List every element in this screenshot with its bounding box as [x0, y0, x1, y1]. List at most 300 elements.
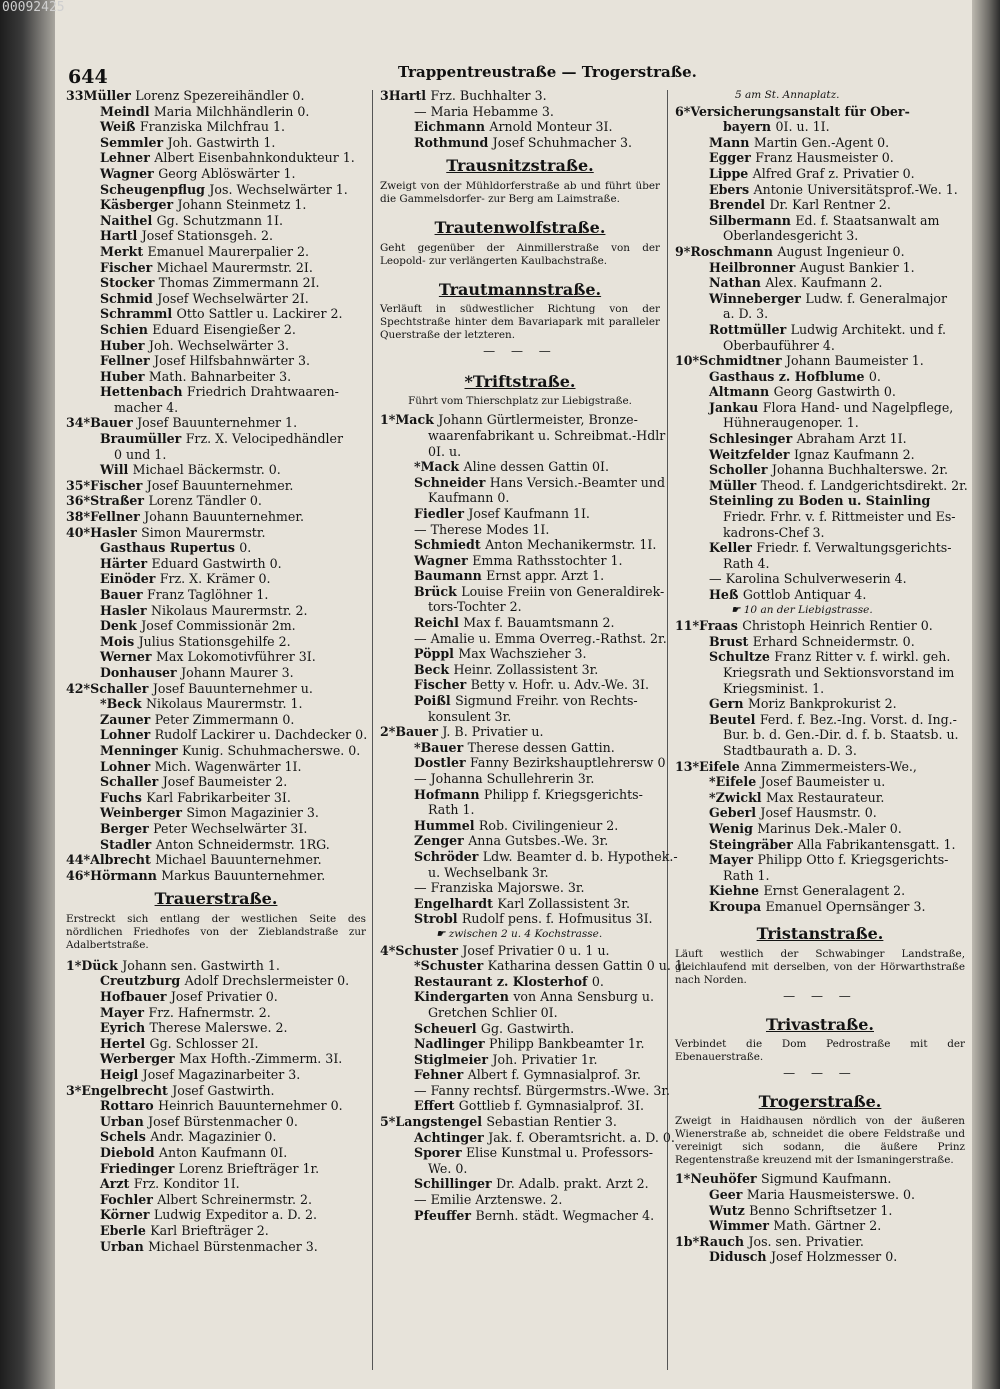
directory-entry: [675, 649, 965, 665]
directory-entry: [675, 759, 965, 775]
entry-name: Pfeuffer: [414, 1207, 476, 1223]
entry-info: 0.: [591, 973, 604, 989]
directory-entry: [66, 1239, 366, 1255]
entry-info: Frz. Konditor 1I.: [133, 1176, 240, 1192]
entry-info: Emanuel Maurerpalier 2.: [147, 243, 309, 259]
entry-info: 0I. u. 1I.: [775, 119, 830, 135]
entry-name: Hasler: [90, 524, 142, 540]
entry-info: Michael Bauunternehmer.: [155, 852, 322, 868]
entry-name: Jankau: [709, 399, 763, 415]
entry-name: Schmid: [100, 290, 158, 306]
entry-info: Lorenz Tändler 0.: [148, 493, 262, 509]
directory-entry: [675, 852, 965, 868]
entry-info: Gottlieb f. Gymnasialprof. 3I.: [458, 1098, 644, 1114]
house-number: 35*: [66, 477, 91, 493]
entry-info: Flora Hand- und Nagelpflege,: [762, 399, 954, 415]
entry-marker: *: [100, 696, 107, 712]
house-number: 34*: [66, 415, 91, 431]
entry-info: J. B. Privatier u.: [442, 724, 544, 740]
entry-info: Kunig. Schuhmacherswe. 0.: [182, 742, 361, 758]
entry-info: Anton Kaufmann 0I.: [158, 1145, 288, 1160]
entry-name: Arzt: [100, 1176, 134, 1192]
entry-name: Mack: [395, 412, 439, 428]
entry-continuation: Bur. b. d. Gen.-Dir. d. f. b. Staatsb. u.: [723, 727, 959, 743]
entry-name: Stadler: [100, 836, 156, 852]
directory-entry: [675, 587, 965, 603]
house-number: 40*: [66, 524, 91, 540]
entry-name: Käsberger: [100, 197, 178, 213]
directory-entry: [380, 989, 660, 1005]
entry-name: Semmler: [100, 134, 168, 150]
entry-info: Johann sen. Gastwirth 1.: [122, 957, 280, 973]
house-number: 10*: [675, 353, 700, 369]
directory-entry: [66, 1161, 366, 1177]
entry-name: Steinling zu Boden u. Stainling: [709, 493, 931, 509]
directory-entry: [675, 1234, 965, 1250]
entry-name: Engelbrecht: [81, 1082, 173, 1098]
scan-id: 00092425: [2, 0, 65, 15]
directory-entry: [675, 1187, 965, 1203]
entry-name: Dostler: [414, 755, 471, 771]
directory-entry: [66, 525, 366, 541]
directory-entry: [66, 119, 366, 135]
entry-name: Werner: [100, 649, 156, 665]
directory-entry: [380, 646, 660, 662]
entry-continuation: Oberbauführer 4.: [723, 337, 835, 353]
directory-entry: [66, 790, 366, 806]
directory-entry: [66, 1176, 366, 1192]
entry-name: Härter: [100, 555, 152, 571]
entry-info: Frz. X. Velocipedhändler: [185, 431, 344, 447]
separator: — — —: [483, 344, 557, 359]
entry-info: Josef Privatier 0 u. 1 u.: [462, 942, 610, 958]
entry-marker: *: [709, 789, 716, 805]
entry-name: Schien: [100, 321, 153, 337]
entry-info: Ferd. f. Bez.-Ing. Vorst. d. Ing.-: [759, 711, 957, 727]
entry-info: Alla Fabrikantensgatt. 1.: [797, 836, 956, 852]
entry-name: Fischer: [90, 477, 147, 493]
directory-entry: [675, 1203, 965, 1219]
entry-info: Markus Bauunternehmer.: [161, 867, 326, 883]
street-heading: Trausnitzstraße.: [446, 156, 594, 176]
entry-info: Marinus Dek.-Maler 0.: [757, 820, 902, 836]
entry-name: Weinberger: [100, 805, 187, 821]
directory-entry: [675, 805, 965, 821]
entry-continuation: tors-Tochter 2.: [428, 599, 522, 615]
entry-info: Josef Wechselwärter 2I.: [157, 290, 309, 306]
entry-name: Lohner: [100, 727, 155, 743]
entry-name: Gasthaus z. Hofblume: [709, 368, 869, 384]
entry-info: von Anna Sensburg u.: [513, 989, 654, 1005]
directory-entry: [380, 1021, 660, 1037]
entry-name: Neuhöfer: [690, 1171, 762, 1187]
directory-entry: [675, 774, 965, 790]
directory-entry: [66, 369, 366, 385]
directory-entry: [380, 1208, 660, 1224]
directory-entry: [66, 182, 366, 198]
entry-name: Zwickl: [715, 789, 766, 805]
directory-entry: [66, 743, 366, 759]
entry-info: Franz Hausmeister 0.: [755, 150, 894, 166]
directory-entry: [675, 899, 965, 915]
entry-name: Fraas: [699, 618, 743, 634]
entry-info: Peter Wechselwärter 3I.: [153, 820, 308, 836]
entry-continuation: Kriegsrath und Sektionsvorstand im: [723, 664, 955, 680]
entry-name: Fiedler: [414, 505, 469, 521]
directory-entry: [675, 213, 965, 229]
directory-entry: [66, 973, 366, 989]
house-number: 42*: [66, 680, 91, 696]
entry-continuation: waarenfabrikant u. Schreibmat.-Hdlr: [428, 427, 666, 443]
directory-entry: [380, 974, 660, 990]
entry-info: Josef Baumeister 2.: [162, 774, 288, 790]
entry-name: Meindl: [100, 103, 154, 119]
directory-entry: [380, 724, 660, 740]
entry-info: Philipp Bankbeamter 1r.: [489, 1036, 645, 1052]
house-number: 44*: [66, 852, 91, 868]
directory-entry: — Karolina Schulverweserin 4.: [709, 571, 907, 587]
entry-name: Berger: [100, 820, 154, 836]
directory-entry: [380, 848, 678, 865]
entry-info: Betty v. Hofr. u. Adv.-We. 3I.: [470, 677, 649, 693]
entry-info: Josef Bauunternehmer.: [146, 477, 294, 493]
house-number: 3: [380, 88, 389, 103]
entry-name: Schillinger: [414, 1176, 497, 1192]
entry-name: Denk: [100, 618, 142, 634]
house-number: 1*: [66, 957, 82, 973]
directory-entry: [675, 431, 965, 447]
entry-info: Abraham Arzt 1I.: [796, 431, 907, 447]
entry-info: Peter Zimmermann 0.: [154, 711, 295, 727]
entry-continuation: Stadtbaurath a. D. 3.: [723, 742, 857, 758]
entry-name: Schaller: [90, 680, 153, 696]
entry-name: Fehner: [414, 1067, 468, 1083]
entry-name: Bauer: [395, 724, 443, 740]
entry-name: Eichmann: [414, 119, 490, 135]
directory-entry: — Fanny rechtsf. Bürgermstrs.-Wwe. 3r.: [414, 1082, 670, 1098]
directory-entry: [380, 1067, 660, 1083]
entry-info: August Bankier 1.: [799, 259, 915, 275]
entry-info: Lorenz Briefträger 1r.: [178, 1160, 320, 1176]
directory-entry: [66, 338, 366, 354]
directory-entry: [66, 989, 366, 1005]
entry-name: Brück: [414, 583, 462, 599]
location-note: 5 am St. Annaplatz.: [735, 89, 840, 101]
entry-info: Alfred Graf z. Privatier 0.: [752, 165, 915, 181]
entry-name: Winneberger: [709, 290, 806, 306]
entry-info: Gottlob Antiquar 4.: [742, 587, 867, 602]
trift-entries-cont: [675, 103, 968, 915]
directory-entry: [675, 384, 965, 400]
street-heading: Trivastraße.: [765, 1014, 874, 1034]
directory-entry: [66, 431, 366, 447]
directory-entry: [380, 1036, 660, 1052]
entry-info: Otto Sattler u. Lackirer 2.: [176, 306, 343, 322]
entry-info: Thomas Zimmermann 2I.: [158, 275, 320, 291]
entry-continuation: kadrons-Chef 3.: [723, 524, 825, 540]
separator: — — —: [783, 1066, 857, 1081]
directory-entry: [66, 353, 366, 369]
entry-name: Eyrich: [100, 1020, 150, 1036]
directory-entry: [675, 712, 965, 728]
entry-info: Sigmund Freihr. von Rechts-: [455, 693, 638, 709]
house-number: 9*: [675, 243, 691, 259]
entry-info: Josef Magazinarbeiter 3.: [142, 1067, 301, 1083]
entry-name: Heigl: [100, 1067, 143, 1083]
entry-name: Einöder: [100, 571, 160, 587]
entry-name: Stocker: [100, 275, 159, 291]
entry-name: Fellner: [90, 509, 145, 525]
entry-continuation: Friedr. Frhr. v. f. Rittmeister und Es-: [723, 509, 956, 525]
entry-info: Johann Maurer 3.: [181, 664, 294, 680]
directory-entry: [66, 587, 366, 603]
entry-name: Rottaro: [100, 1098, 159, 1114]
entry-name: Naithel: [100, 212, 157, 228]
house-number: 5*: [380, 1114, 396, 1130]
entry-info: Friedrich Drahtwaaren-: [186, 384, 339, 400]
entry-info: Christoph Heinrich Rentier 0.: [742, 618, 933, 634]
trappentreu-entries: [66, 88, 366, 883]
directory-entry: [66, 260, 366, 276]
entry-name: Schuster: [420, 958, 488, 974]
entry-info: Anna Gutsbes.-We. 3r.: [468, 833, 609, 849]
entry-name: Steingräber: [709, 836, 798, 852]
entry-name: Hörmann: [90, 867, 162, 883]
entry-info: Rudolf Lackirer u. Dachdecker 0.: [154, 727, 368, 743]
entry-info: Frz. X. Krämer 0.: [159, 571, 271, 587]
directory-entry: [66, 696, 366, 712]
entry-continuation: Kriegsminist. 1.: [723, 680, 825, 696]
directory-entry: [675, 400, 965, 416]
entry-name: Beutel: [709, 711, 760, 727]
directory-entry: [675, 291, 965, 307]
entry-info: Max Hofth.-Zimmerm. 3I.: [179, 1051, 343, 1067]
entry-info: Max Lokomotivführer 3I.: [155, 649, 316, 665]
entry-name: Menninger: [100, 742, 183, 758]
street-heading: Trautenwolfstraße.: [434, 217, 606, 237]
entry-info: Albert Schreinermstr. 2.: [157, 1191, 313, 1207]
entry-info: Ludwig Expeditor a. D. 2.: [153, 1207, 318, 1223]
entry-name: Eifele: [715, 774, 761, 790]
directory-entry: [66, 1145, 366, 1161]
entry-info: Eduard Eisengießer 2.: [152, 321, 296, 337]
directory-entry: [380, 1114, 660, 1130]
entry-info: Philipp Otto f. Kriegsgerichts-: [757, 852, 949, 868]
entry-name: Lippe: [709, 165, 753, 181]
directory-entry: [66, 166, 366, 182]
entry-info: Josef Hausmstr. 0.: [760, 805, 877, 821]
directory-entry: [66, 1223, 366, 1239]
column-rule: [372, 90, 373, 1370]
entry-name: Restaurant z. Klosterhof: [414, 973, 592, 989]
directory-entry: [66, 603, 366, 619]
entry-info: Bernh. städt. Wegmacher 4.: [475, 1207, 655, 1223]
entry-info: Johanna Buchhalterswe. 2r.: [771, 462, 948, 478]
entry-name: Fellner: [100, 353, 155, 369]
directory-entry: [66, 291, 366, 307]
entry-info: Erhard Schneidermstr. 0.: [752, 633, 915, 649]
house-number: 36*: [66, 493, 91, 509]
entry-name: Achtinger: [414, 1129, 489, 1145]
house-number: 1*: [380, 412, 396, 428]
entry-name: Stiglmeier: [414, 1051, 493, 1067]
entry-info: Anton Mechanikermstr. 1I.: [485, 537, 657, 553]
entry-name: Roschmann: [690, 243, 778, 259]
entry-info: Frz. Buchhalter 3.: [430, 88, 547, 103]
directory-entry: [66, 665, 366, 681]
entry-name: Mayer: [100, 1004, 149, 1020]
entry-name: Hartl: [100, 228, 142, 244]
entry-marker: *: [709, 774, 716, 790]
entry-name: Dück: [81, 957, 123, 973]
entry-info: Math. Bahnarbeiter 3.: [148, 368, 292, 384]
directory-entry: [380, 615, 660, 631]
running-head: Trappentreustraße — Trogerstraße.: [398, 63, 697, 81]
separator: — — —: [783, 989, 857, 1004]
directory-entry: [66, 805, 366, 821]
directory-entry: — Franziska Majorswe. 3r.: [414, 880, 585, 896]
street-description: Führt vom Thierschplatz zur Liebigstraße.: [408, 395, 632, 408]
street-description: Verläuft in südwestlicher Richtung von der Spechtstraße hinter dem Bavariapark mit paralleler Querstraße der letzteren.: [380, 303, 660, 342]
directory-entry: [675, 135, 965, 151]
entry-continuation: Hühneraugenoper. 1.: [723, 415, 859, 431]
entry-info: Maria Milchhändlerin 0.: [153, 103, 310, 119]
directory-entry: [675, 197, 965, 213]
entry-info: Eduard Gastwirth 0.: [151, 555, 282, 571]
directory-entry: [66, 1083, 366, 1099]
directory-entry: [380, 506, 660, 522]
entry-name: Urban: [100, 1238, 149, 1254]
entry-name: Nadlinger: [414, 1036, 490, 1052]
entry-name: Rottmüller: [709, 321, 791, 337]
entry-name: Scheugenpflug: [100, 181, 210, 197]
entry-info: Heinr. Zollassistent 3r.: [453, 661, 599, 677]
entry-info: Hans Versich.-Beamter und: [489, 474, 666, 490]
entry-info: Theod. f. Landgerichtsdirekt. 2r.: [760, 477, 968, 493]
directory-entry: [66, 244, 366, 260]
directory-entry: [66, 275, 366, 291]
entry-name: Schlesinger: [709, 431, 797, 447]
entry-info: Anna Zimmermeisters-We.,: [744, 758, 917, 774]
directory-entry: [380, 787, 660, 803]
entry-info: Gg. Gastwirth.: [480, 1020, 575, 1036]
directory-entry: [66, 150, 366, 166]
entry-info: Ernst appr. Arzt 1.: [486, 568, 605, 584]
directory-entry: [66, 104, 366, 120]
entry-info: Josef Commissionär 2m.: [141, 618, 296, 634]
entry-info: Frz. Hafnermstr. 2.: [148, 1004, 271, 1020]
column-rule: [667, 90, 668, 1370]
directory-entry: [380, 583, 665, 600]
directory-entry: [66, 759, 366, 775]
entry-marker: *: [414, 459, 421, 475]
entry-name: Kroupa: [709, 898, 766, 914]
entry-info: Johann Baumeister 1.: [785, 353, 924, 369]
entry-name: Eberle: [100, 1222, 151, 1238]
entry-continuation: macher 4.: [114, 399, 179, 415]
entry-info: Ldw. Beamter d. b. Hypothek.-: [482, 848, 678, 864]
entry-name: Bauer: [90, 415, 138, 431]
street-heading: Trogerstraße.: [758, 1091, 882, 1111]
directory-entry: [380, 88, 660, 104]
trift-entries: [380, 412, 687, 1223]
directory-entry: [66, 135, 366, 151]
entry-name: Nathan: [709, 275, 766, 291]
entry-name: Didusch: [709, 1249, 771, 1265]
directory-entry: [675, 790, 965, 806]
entry-info: Michael Maurermstr. 2I.: [156, 259, 313, 275]
entry-name: Müller: [83, 88, 136, 103]
directory-entry: [380, 553, 660, 569]
directory-entry: [66, 228, 366, 244]
house-number: 13*: [675, 758, 700, 774]
entry-info: Benno Schriftsetzer 1.: [749, 1202, 893, 1218]
directory-entry: [675, 150, 965, 166]
entry-name: Körner: [100, 1207, 154, 1223]
directory-entry: [675, 447, 965, 463]
entry-info: Max Wachszieher 3.: [458, 646, 587, 662]
entry-name: Versicherungsanstalt für Ober-: [690, 103, 910, 119]
entry-name: Kiehne: [709, 883, 764, 899]
entry-name: Langstengel: [395, 1114, 487, 1130]
page-number: 644: [68, 66, 108, 88]
street-heading: *Triftstraße.: [464, 371, 576, 391]
directory-entry: [380, 911, 660, 927]
directory-entry: [380, 1052, 660, 1068]
directory-entry: [380, 1176, 660, 1192]
entry-name: Albrecht: [90, 852, 156, 868]
directory-entry: [66, 1207, 366, 1223]
directory-entry: [675, 166, 965, 182]
entry-name: Müller: [709, 477, 761, 493]
entry-info: Sigmund Kaufmann.: [761, 1171, 892, 1187]
entry-name: Gern: [709, 696, 748, 712]
directory-entry: [66, 681, 366, 697]
directory-entry: [380, 412, 660, 428]
entry-name: Gasthaus Rupertus: [100, 540, 240, 556]
entry-marker: *: [414, 958, 421, 974]
directory-entry: [675, 696, 965, 712]
entry-info: Gg. Schlosser 2I.: [149, 1035, 259, 1051]
directory-entry: [66, 1098, 366, 1114]
entry-name: Hofmann: [414, 786, 484, 802]
entry-continuation: 0I. u.: [428, 443, 462, 459]
entry-name: Friedinger: [100, 1160, 179, 1176]
directory-entry: [380, 677, 660, 693]
entry-name: Huber: [100, 368, 149, 384]
entry-name: Beck: [414, 661, 454, 677]
directory-entry: [66, 868, 366, 884]
directory-entry: [380, 943, 660, 959]
entry-continuation: Kaufmann 0.: [428, 490, 510, 506]
entry-name: Huber: [100, 337, 149, 353]
entry-info: Ernst Generalagent 2.: [763, 883, 906, 899]
directory-entry: [675, 477, 968, 494]
entry-info: Sebastian Rentier 3.: [486, 1114, 617, 1130]
entry-name: Diebold: [100, 1145, 159, 1160]
directory-entry: [380, 833, 660, 849]
entry-info: Simon Magazinier 3.: [186, 805, 319, 821]
entry-info: Franz Taglöhner 1.: [147, 587, 269, 602]
entry-name: Merkt: [100, 243, 148, 259]
entry-info: Johann Gürtlermeister, Bronze-: [438, 412, 638, 428]
street-heading: Tristanstraße.: [756, 924, 884, 944]
directory-entry: [66, 727, 366, 743]
directory-entry: [675, 462, 965, 478]
house-number: 1*: [675, 1171, 691, 1187]
directory-entry: [675, 104, 965, 120]
street-description: Zweigt in Haidhausen nördlich von der äußeren Wienerstraße ab, schneidet die obere Feldstraße und vereinigt sich sodann, die äußere Prinz Regentenstraße kreuzend mit der Ismaningerstraße.: [675, 1115, 965, 1167]
